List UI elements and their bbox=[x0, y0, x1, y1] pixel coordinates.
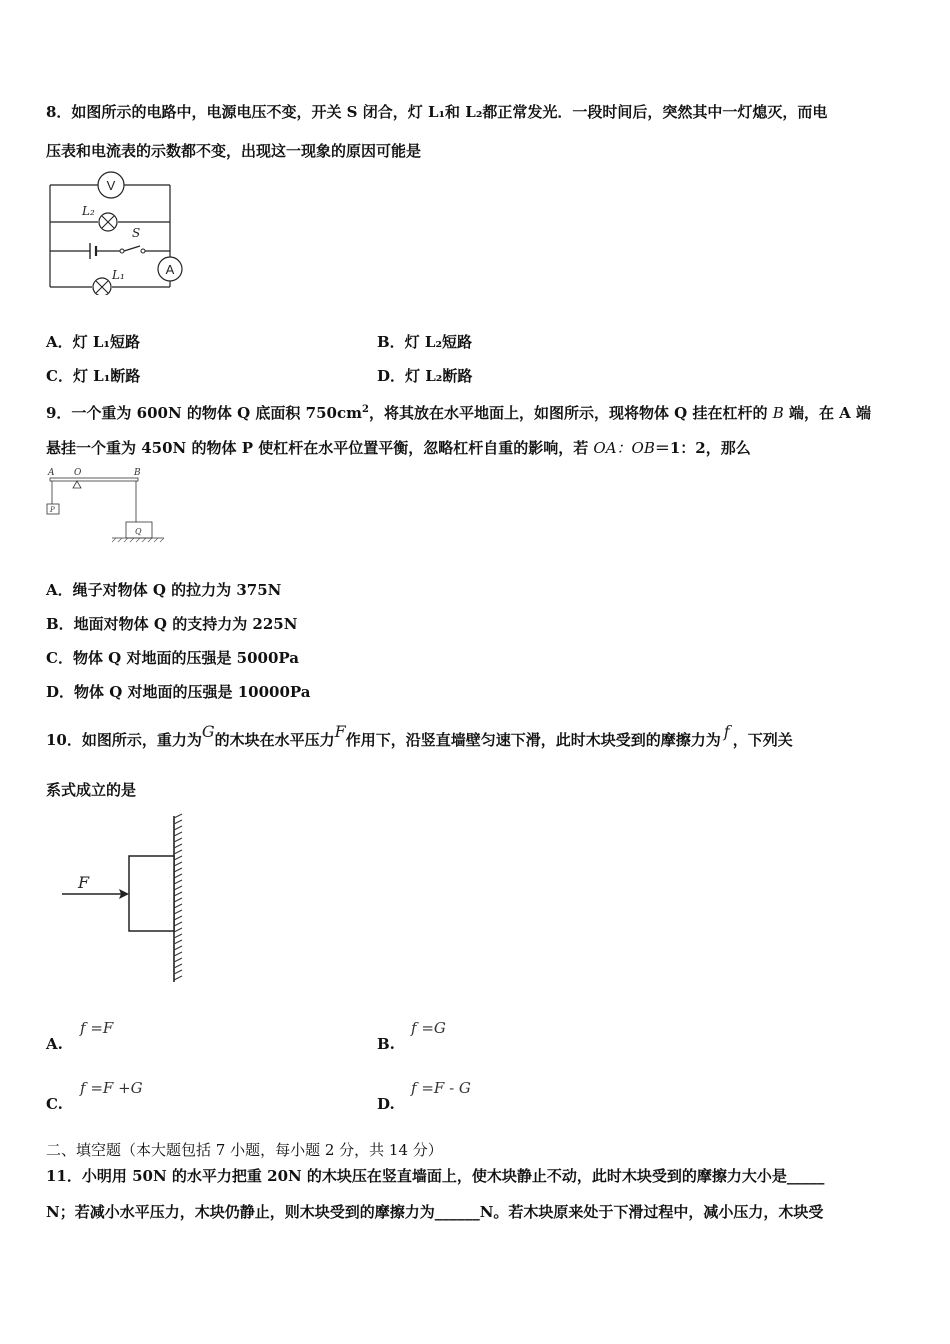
q8-option-d[interactable]: D．灯 L₂断路 bbox=[377, 367, 473, 385]
q10-option-c-formula[interactable]: f =F +G bbox=[80, 1079, 143, 1097]
q9-option-b[interactable]: B．地面对物体 Q 的支持力为 225N bbox=[46, 615, 298, 633]
force-arrow-label: F bbox=[78, 873, 90, 892]
q8-line-1: 8．如图所示的电路中，电源电压不变，开关 S 闭合，灯 L₁和 L₂都正常发光．一段时间后，突然其中一灯熄灭，而电 bbox=[46, 103, 828, 121]
q10-option-b-formula[interactable]: f =G bbox=[411, 1019, 446, 1037]
q9-line-2-part-a: 悬挂一个重为 450N 的物体 P 使杠杆在水平位置平衡，忽略杠杆自重的影响，若 bbox=[46, 439, 594, 457]
q9-line-2-part-b: ＝1：2，那么 bbox=[654, 439, 751, 457]
q10-option-a-formula[interactable]: f =F bbox=[80, 1019, 114, 1037]
q10-friction-symbol: f bbox=[723, 722, 730, 741]
q10-line-1-part-a: 10．如图所示，重力为 bbox=[46, 731, 202, 749]
q10-gravity-symbol: G bbox=[201, 722, 215, 741]
q8-option-a[interactable]: A．灯 L₁短路 bbox=[46, 333, 140, 351]
ammeter-label: A bbox=[165, 262, 175, 277]
q10-option-a-label[interactable]: A. bbox=[46, 1035, 63, 1053]
q10-block-wall-diagram bbox=[58, 812, 188, 987]
block-q-label: Q bbox=[135, 527, 142, 536]
switch-label: S bbox=[132, 226, 141, 240]
q9-line-1 bbox=[46, 400, 871, 423]
q10-option-d-formula[interactable]: f =F - G bbox=[411, 1079, 471, 1097]
block-p-label: P bbox=[50, 506, 55, 514]
q9-line-2 bbox=[46, 438, 751, 458]
q9-option-c[interactable]: C．物体 Q 对地面的压强是 5000Pa bbox=[46, 649, 300, 667]
q8-circuit-diagram bbox=[44, 170, 189, 295]
q9-option-d[interactable]: D．物体 Q 对地面的压强是 10000Pa bbox=[46, 683, 311, 701]
q10-line-2: 系式成立的是 bbox=[46, 781, 137, 799]
lamp-l2-label: L₂ bbox=[82, 204, 95, 218]
q10-option-b-label[interactable]: B. bbox=[377, 1035, 395, 1053]
q9-line-1-part-c: 端，在 A 端 bbox=[783, 404, 872, 422]
q10-line-1-part-d: ，下列关 bbox=[732, 731, 793, 749]
q10-option-c-label[interactable]: C. bbox=[46, 1095, 63, 1113]
lamp-l1-label: L₁ bbox=[112, 268, 125, 282]
lever-label-b: B bbox=[134, 468, 141, 478]
q9-area-unit-sup: 2 bbox=[361, 404, 369, 415]
q9-ratio: OA：OB bbox=[593, 439, 655, 457]
q8-option-b[interactable]: B．灯 L₂短路 bbox=[377, 333, 473, 351]
q11-line-1: 11．小明用 50N 的水平力把重 20N 的木块压在竖直墙面上，使木块静止不动，此时木块受到的摩擦力大小是_____ bbox=[46, 1167, 825, 1185]
section-2-heading: 二、填空题（本大题包括 7 小题，每小题 2 分，共 14 分） bbox=[46, 1141, 443, 1159]
q9-line-1-part-a: 9．一个重为 600N 的物体 Q 底面积 750cm bbox=[46, 404, 362, 422]
q10-line-1 bbox=[46, 722, 793, 750]
q9-lever-diagram bbox=[44, 466, 174, 546]
q10-line-1-part-c: 作用下，沿竖直墙壁匀速下滑，此时木块受到的摩擦力为 bbox=[345, 731, 721, 749]
q11-line-2: N；若减小水平压力，木块仍静止，则木块受到的摩擦力为______N。若木块原来处于下滑过程中，减小压力，木块受 bbox=[46, 1203, 824, 1221]
lever-label-o: O bbox=[74, 468, 82, 478]
voltmeter-label: V bbox=[106, 178, 116, 193]
q9-option-a[interactable]: A．绳子对物体 Q 的拉力为 375N bbox=[46, 581, 282, 599]
q9-line-1-part-b: ，将其放在水平地面上，如图所示，现将物体 Q 挂在杠杆的 bbox=[368, 404, 773, 422]
q8-option-c[interactable]: C．灯 L₁断路 bbox=[46, 367, 141, 385]
wooden-block-icon bbox=[129, 856, 174, 931]
q8-line-2: 压表和电流表的示数都不变，出现这一现象的原因可能是 bbox=[46, 142, 422, 160]
q10-line-1-part-b: 的木块在水平压力 bbox=[214, 731, 335, 749]
q10-force-symbol: F bbox=[334, 722, 346, 741]
lever-label-a: A bbox=[48, 468, 55, 478]
q10-option-d-label[interactable]: D. bbox=[377, 1095, 395, 1113]
q9-point-b: B bbox=[772, 404, 784, 422]
